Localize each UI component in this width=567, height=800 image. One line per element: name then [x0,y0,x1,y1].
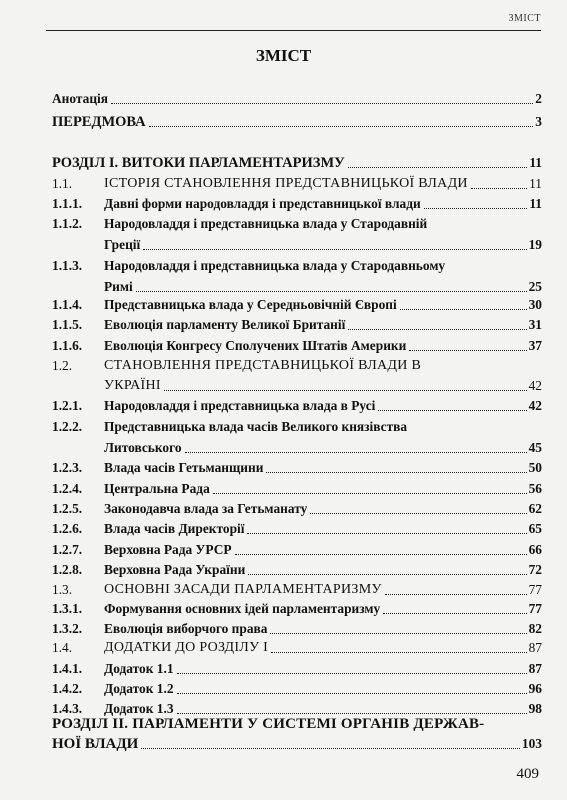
toc-page-number: 45 [528,440,542,455]
toc-entry-title: Давні форми народовладдя і представницької влади [104,196,421,211]
toc-page-number: 11 [529,176,542,191]
toc-leader [185,452,527,453]
toc-page-number: 56 [528,481,542,496]
toc-entry-number: 1.2.1. [52,398,83,413]
toc-entry-title-cont: Римі [104,279,133,294]
toc-page-number: 37 [528,338,542,353]
toc-entry-number: 1.2.5. [52,501,83,516]
toc-entry-1-2-5[interactable] [52,500,542,518]
toc-entry-title: Центральна Рада [104,481,210,496]
toc-page-number: 50 [528,460,542,475]
toc-entry-title: Еволюція Конгресу Сполучених Штатів Америки [104,338,407,353]
toc-entry-title: РОЗДІЛ ІІ. ПАРЛАМЕНТИ У СИСТЕМІ ОРГАНІВ ДЕРЖАВ- [52,716,485,732]
toc-page-number: 2 [535,91,542,106]
toc-leader [270,633,526,634]
toc-page-number: 42 [528,398,542,413]
toc-entry-title: Верховна Рада УРСР [104,542,232,557]
toc-page-number: 66 [528,542,542,557]
toc-entry-title: Представницька влада у Середньовічній Європі [104,297,397,312]
toc-entry-1-1-3[interactable] [52,257,542,296]
page-title: ЗМІСТ [255,46,312,65]
toc-entry-number: 1.2.4. [52,481,83,496]
toc-entry-preface[interactable] [52,113,542,131]
toc-entry-number: 1.3.2. [52,621,83,636]
toc-entry-number: 1.4.3. [52,701,83,716]
toc-leader [136,291,527,292]
toc-entry-1-2-4[interactable] [52,480,542,498]
toc-page-number: 87 [528,640,542,655]
toc-entry-number: 1.1.4. [52,297,83,312]
toc-page-number: 103 [521,736,542,751]
toc-leader [164,390,527,391]
toc-leader [400,309,527,310]
toc-page-number: 30 [528,297,542,312]
toc-entry-title: Верховна Рада України [104,562,246,577]
toc-leader [266,472,526,473]
toc-page-number: 87 [528,661,542,676]
toc-entry-number: 1.4. [52,640,73,655]
toc-page-number: 42 [528,378,542,393]
toc-entry-title-cont: НОЇ ВЛАДИ [52,736,139,752]
toc-entry-number: 1.1.2. [52,216,83,231]
toc-leader [143,249,526,250]
toc-page-number: 3 [535,114,542,129]
toc-page-number: 62 [528,501,542,516]
toc-entry-number: 1.3.1. [52,601,83,616]
toc-entry-title-cont: Литовського [104,440,182,455]
toc-leader [111,103,533,104]
toc-entry-1-2-3[interactable] [52,459,542,477]
toc-entry-title: ДОДАТКИ ДО РОЗДІЛУ І [104,640,269,655]
toc-entry-title: Законодавча влада за Гетьманату [104,501,308,516]
running-head: ЗМІСТ [508,13,541,24]
toc-entry-1-1-4[interactable] [52,296,542,314]
toc-entry-title: РОЗДІЛ І. ВИТОКИ ПАРЛАМЕНТАРИЗМУ [52,155,345,171]
toc-entry-number: 1.2.8. [52,562,83,577]
toc-entry-1-4-2[interactable] [52,680,542,698]
toc-leader [247,533,526,534]
toc-entry-1-4[interactable] [52,639,542,657]
toc-leader [177,713,527,714]
toc-entry-1-2-8[interactable] [52,561,542,579]
toc-page-number: 11 [529,155,542,170]
toc-leader [213,493,527,494]
toc-entry-1-2-7[interactable] [52,541,542,559]
toc-entry-title: Народовладдя і представницька влада у Стародавній [104,216,428,231]
toc-entry-title: ІСТОРІЯ СТАНОВЛЕННЯ ПРЕДСТАВНИЦЬКОЇ ВЛАДИ [104,176,468,191]
toc-entry-title: Представницька влада часів Великого князівства [104,419,408,434]
toc-page-number: 82 [528,621,542,636]
toc-entry-title: Еволюція виборчого права [104,621,268,636]
toc-entry-title: ОСНОВНІ ЗАСАДИ ПАРЛАМЕНТАРИЗМУ [104,582,382,597]
header-rule [46,30,541,31]
toc-entry-1-1-6[interactable] [52,337,542,355]
toc-leader [348,329,526,330]
toc-entry-title: Влада часів Гетьманщини [104,460,264,475]
toc-leader [310,513,526,514]
toc-entry-number: 1.2.3. [52,460,83,475]
toc-entry-1-2[interactable] [52,357,542,395]
toc-entry-title-cont: УКРАЇНІ [104,378,161,393]
toc-entry-title: Народовладдя і представницька влада в Русі [104,398,376,413]
toc-entry-number: 1.1. [52,176,73,191]
toc-leader [141,748,520,749]
toc-entry-title: Народовладдя і представницька влада у Стародавньому [104,258,446,273]
toc-page-number: 25 [528,279,542,294]
toc-leader [378,410,526,411]
toc-entry-number: 1.2.7. [52,542,83,557]
toc-entry-number: 1.1.5. [52,317,83,332]
toc-entry-1-2-2[interactable] [52,418,542,457]
toc-entry-number: 1.3. [52,582,73,597]
toc-entry-title: Додаток 1.1 [104,661,174,676]
toc-entry-number: 1.2.6. [52,521,83,536]
toc-leader [385,594,527,595]
toc-entry-title: Додаток 1.2 [104,681,174,696]
toc-page-number: 19 [528,237,542,252]
toc-leader [149,126,534,127]
toc-entry-title: ПЕРЕДМОВА [52,114,146,130]
toc-entry-number: 1.4.1. [52,661,83,676]
toc-entry-title: Формування основних ідей парламентаризму [104,601,381,616]
toc-entry-number: 1.1.1. [52,196,83,211]
toc-leader [177,673,527,674]
toc-page-number: 98 [528,701,542,716]
toc-entry-title: Еволюція парламенту Великої Британії [104,317,346,332]
toc-entry-1-1-1[interactable] [52,195,542,213]
toc-page-number: 77 [528,582,542,597]
toc-entry-title: Влада часів Директорії [104,521,245,536]
toc-page-number: 65 [528,521,542,536]
toc-entry-part-2[interactable] [52,715,542,753]
page-number: 409 [516,766,539,782]
toc-entry-number: 1.4.2. [52,681,83,696]
toc-entry-title: Анотація [52,91,109,106]
toc-entry-1-3-1[interactable] [52,600,542,618]
toc-entry-title: СТАНОВЛЕННЯ ПРЕДСТАВНИЦЬКОЇ ВЛАДИ В [104,358,422,373]
toc-leader [235,554,527,555]
toc-page-number: 11 [529,196,542,211]
toc-leader [409,350,526,351]
toc-entry-part-1[interactable] [52,154,542,172]
toc-leader [271,652,527,653]
toc-leader [348,167,528,168]
toc-entry-number: 1.1.3. [52,258,83,273]
toc-page-number: 72 [528,562,542,577]
toc-entry-1-2-6[interactable] [52,520,542,538]
toc-page-number: 96 [528,681,542,696]
toc-entry-1-3-2[interactable] [52,620,542,638]
toc-entry-number: 1.2. [52,358,73,373]
toc-entry-number: 1.1.6. [52,338,83,353]
toc-page-number: 31 [528,317,542,332]
toc-entry-number: 1.2.2. [52,419,83,434]
toc-leader [383,613,526,614]
toc-entry-1-4-1[interactable] [52,660,542,678]
toc-leader [471,188,527,189]
toc-leader [248,574,526,575]
toc-page-number: 77 [528,601,542,616]
toc-entry-1-2-1[interactable] [52,397,542,415]
toc-entry-1-1-5[interactable] [52,316,542,334]
toc-entry-title-cont: Греції [104,237,141,252]
toc-entry-1-1-2[interactable] [52,215,542,254]
toc-leader [177,693,527,694]
toc-entry-1-1[interactable] [52,175,542,193]
toc-leader [424,208,528,209]
toc-entry-1-3[interactable] [52,581,542,599]
toc-entry-annotation[interactable] [52,90,542,108]
toc-entry-title: Додаток 1.3 [104,701,174,716]
